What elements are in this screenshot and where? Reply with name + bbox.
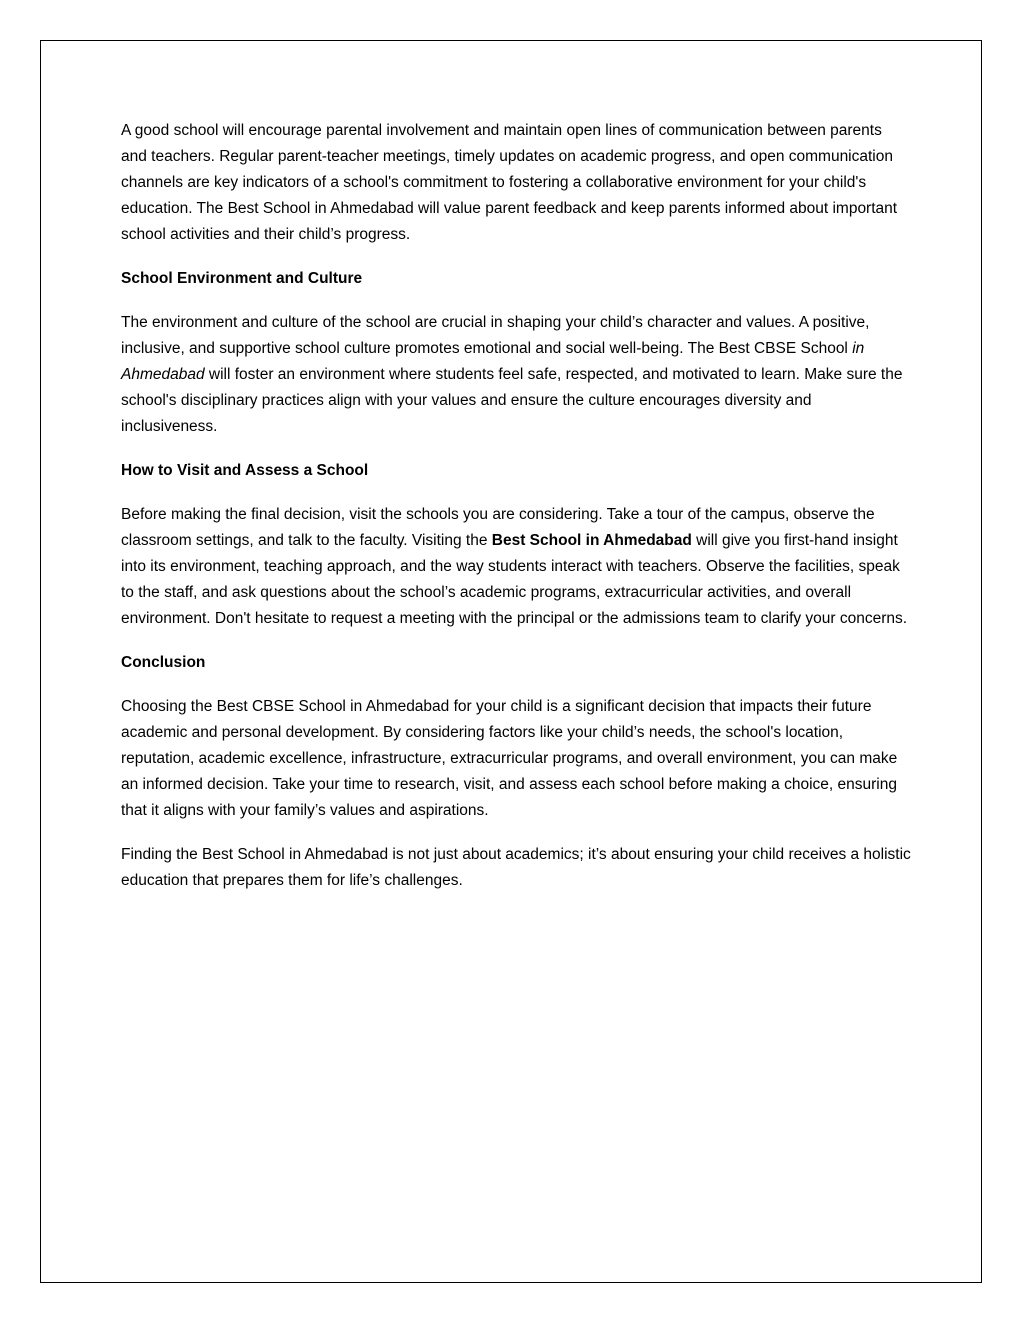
heading-visit-assess: How to Visit and Assess a School <box>121 462 369 479</box>
heading-conclusion: Conclusion <box>121 654 206 671</box>
paragraph-school-environment <box>121 310 911 440</box>
paragraph-parental-involvement: A good school will encourage parental involvement and maintain open lines of communication between parents and teachers. Regular parent-teacher meetings, timely updates on academic progress, and open communication channels are key indicators of a school's commitment to fostering a collaborative environment for your child's education. The Best School in Ahmedabad will value parent feedback and keep parents informed about important school activities and their child’s progress. <box>121 122 898 243</box>
paragraph-text: will give you first-hand insight into its environment, teaching approach, and the way students interact with teachers. Observe the facilities, speak to the staff, and ask questions about the school’s academic programs, extracurricular activities, and overall environment. Don't hesitate to request a meeting with the principal or the admissions team to clarify your concerns. <box>121 532 908 627</box>
paragraph-text: Before making the final decision, visit the schools you are considering. Take a tour of the campus, observe the classroom settings, and talk to the faculty. Visiting the <box>121 506 875 549</box>
paragraph-text: The environment and culture of the school are crucial in shaping your child’s character and values. A positive, inclusive, and supportive school culture promotes emotional and social well-being. The Best CBSE School <box>121 314 870 357</box>
paragraph-conclusion: Choosing the Best CBSE School in Ahmedabad for your child is a significant decision that impacts their future academic and personal development. By considering factors like your child’s needs, the school's location, reputation, academic excellence, infrastructure, extracurricular programs, and overall environment, you can make an informed decision. Take your time to research, visit, and assess each school before making a choice, ensuring that it aligns with your family’s values and aspirations. <box>121 698 898 819</box>
paragraph-final: Finding the Best School in Ahmedabad is not just about academics; it’s about ensuring your child receives a holistic education that prepares them for life’s challenges. <box>121 846 911 889</box>
italic-text: in Ahmedabad <box>121 340 865 383</box>
paragraph-text: will foster an environment where students feel safe, respected, and motivated to learn. Make sure the school's disciplinary practices align with your values and ensure the culture encourages diversity and inclusiveness. <box>121 366 903 435</box>
bold-text: Best School in Ahmedabad <box>491 532 692 549</box>
document-body <box>121 118 911 912</box>
heading-school-environment: School Environment and Culture <box>121 270 363 287</box>
paragraph-visit-assess <box>121 502 911 632</box>
